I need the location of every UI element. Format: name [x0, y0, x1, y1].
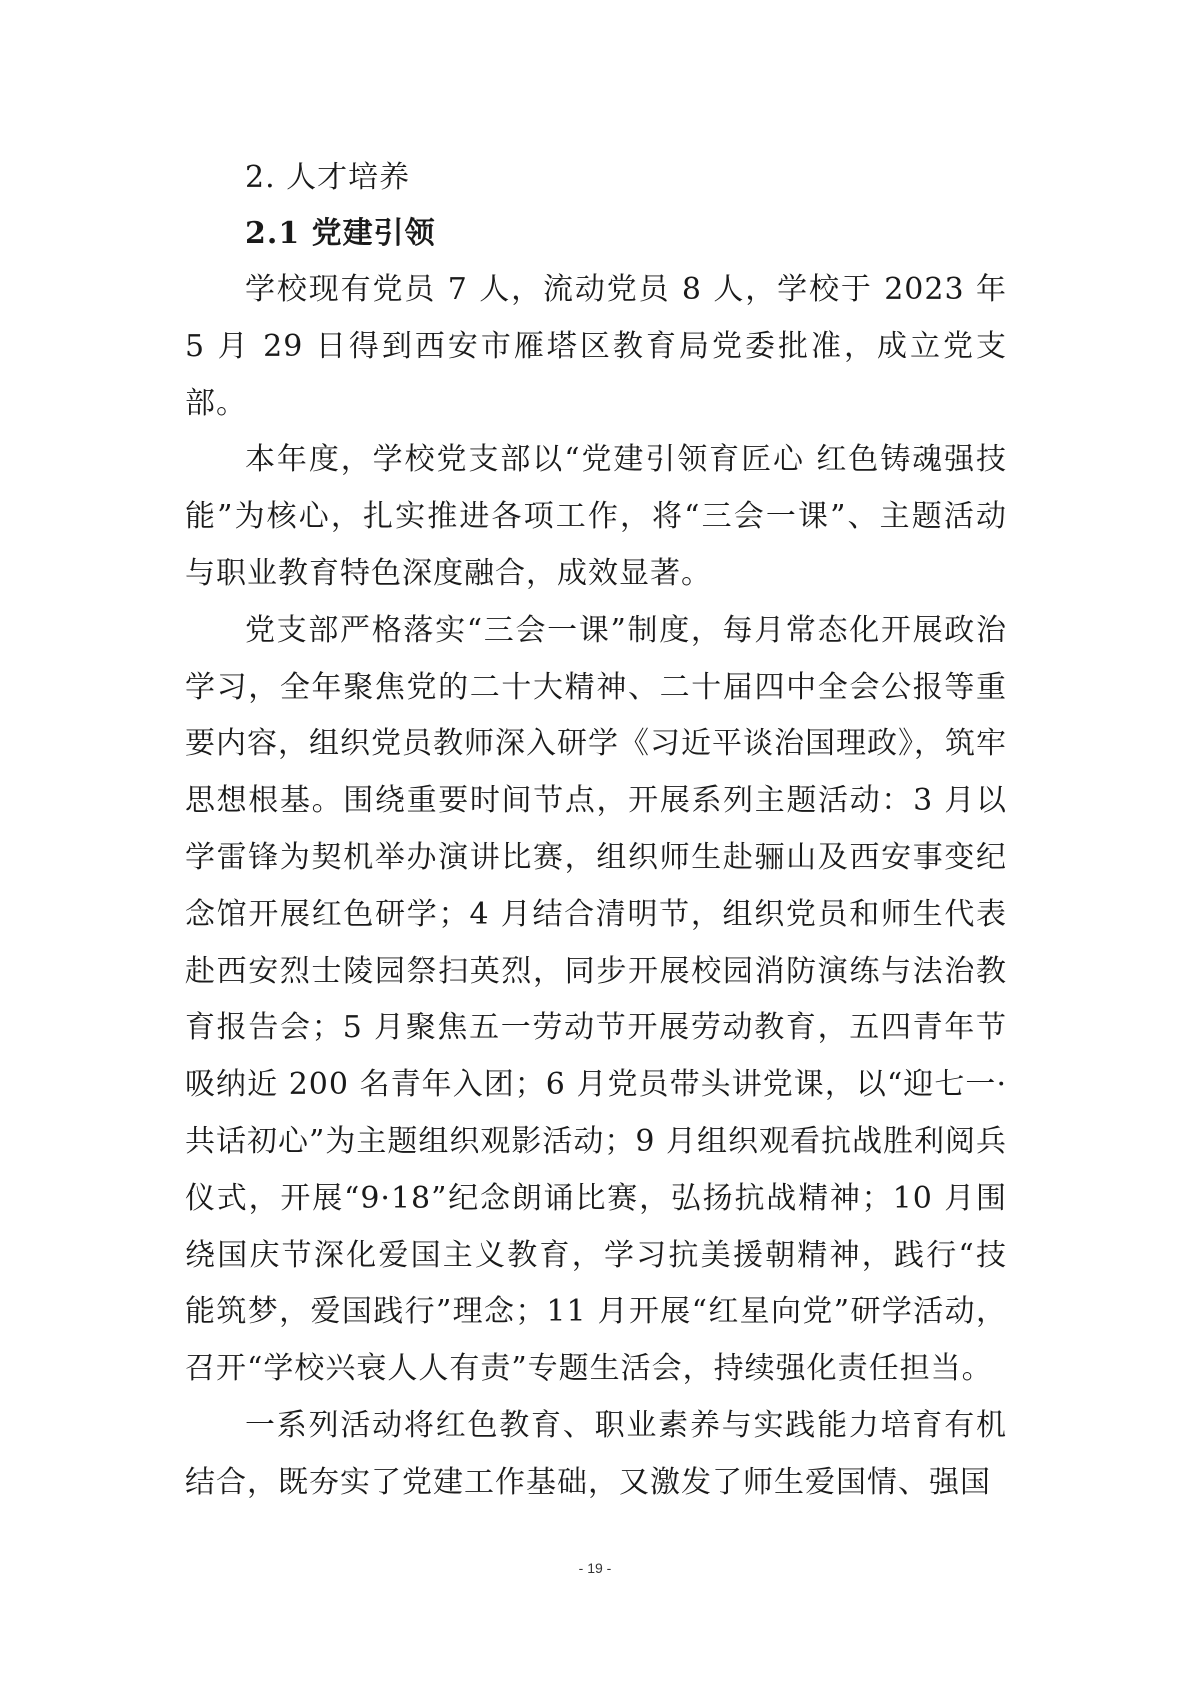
section-heading: 2. 人才培养 [245, 160, 411, 195]
document-body [185, 150, 1007, 1512]
paragraph-summary: 一系列活动将红色教育、职业素养与实践能力培育有机结合，既夯实了党建工作基础，又激发了师生爱国情、强国 [185, 1407, 1007, 1500]
subsection-heading: 2.1 党建引领 [245, 216, 436, 251]
paragraph-activities: 党支部严格落实“三会一课”制度，每月常态化开展政治学习，全年聚焦党的二十大精神、二十届四中全会公报等重要内容，组织党员教师深入研学《习近平谈治国理政》，筑牢思想根基。围绕重要时间节点，开展系列主题活动：3 月以学雷锋为契机举办演讲比赛，组织师生赴骊山及西安事变纪念馆开展红色研学；4 月结合清明节，组织党员和师生代表赴西安烈士陵园祭扫英烈，同步开展校园消防演练与法治教育报告会；5 月聚焦五一劳动节开展劳动教育，五四青年节吸纳近 200 名青年入团；6 月党员带头讲党课，以“迎七一·共话初心”为主题组织观影活动；9 月组织观看抗战胜利阅兵仪式，开展“9·18”纪念朗诵比赛，弘扬抗战精神；10 月围绕国庆节深化爱国主义教育，学习抗美援朝精神，践行“技能筑梦，爱国践行”理念；11 月开展“红星向党”研学活动，召开“学校兴衰人人有责”专题生活会，持续强化责任担当。 [185, 612, 1007, 1387]
page-number: - 19 - [578, 1560, 612, 1576]
paragraph-party-members: 学校现有党员 7 人，流动党员 8 人，学校于 2023 年 5 月 29 日得到西安市雁塔区教育局党委批准，成立党支部。 [185, 272, 1007, 421]
paragraph-annual-theme: 本年度，学校党支部以“党建引领育匠心 红色铸魂强技能”为核心，扎实推进各项工作，将“三会一课”、主题活动与职业教育特色深度融合，成效显著。 [185, 442, 1007, 591]
